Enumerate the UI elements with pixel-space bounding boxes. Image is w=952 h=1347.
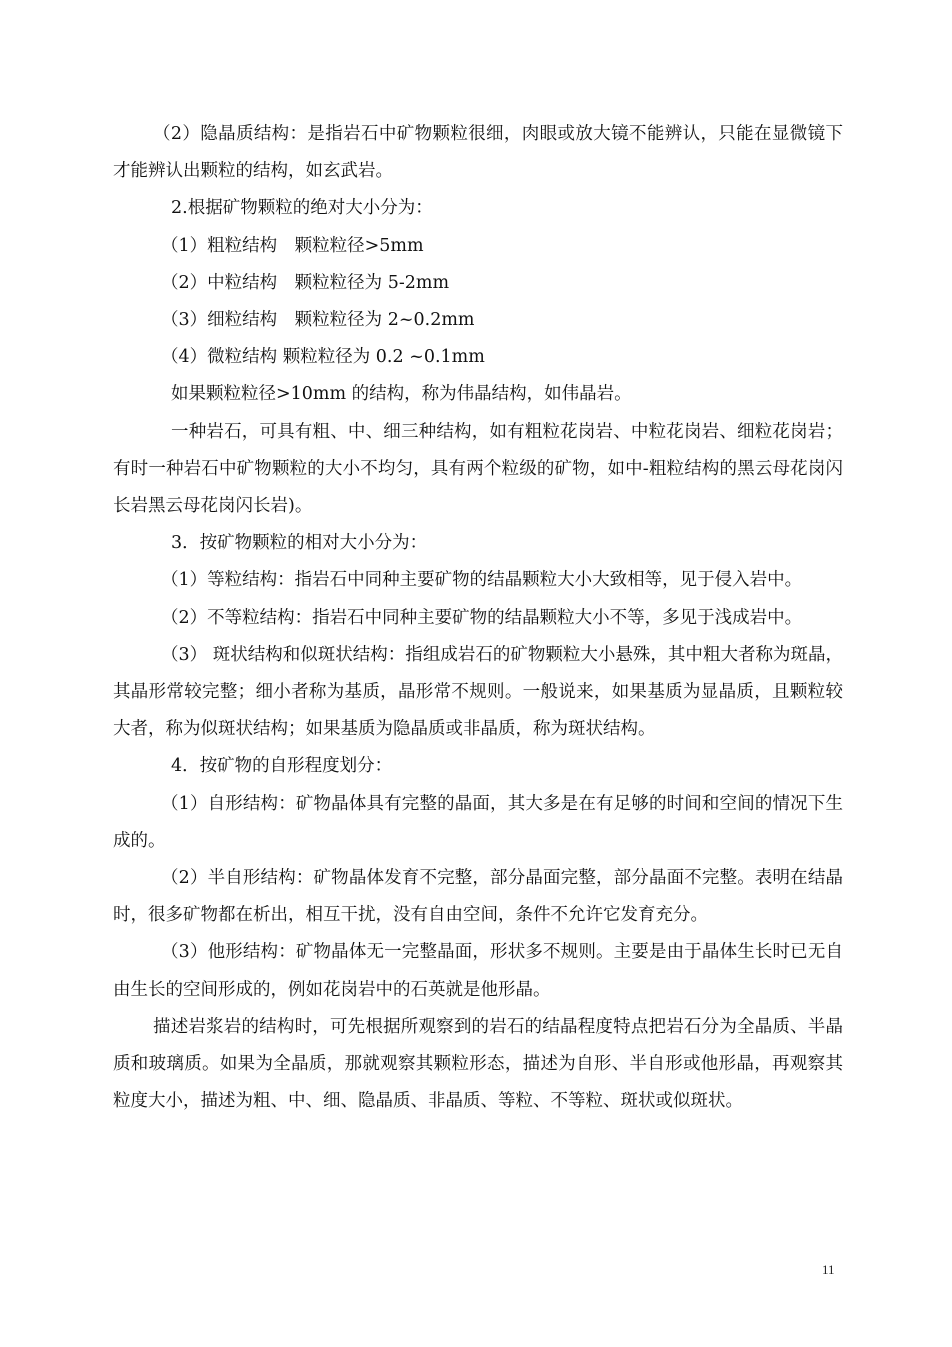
list-item-euhedral: （1）自形结构：矿物晶体具有完整的晶面，其大多是在有足够的时间和空间的情况下生成的。	[113, 793, 843, 851]
heading-idiomorphism: 4．按矿物的自形程度划分：	[171, 756, 393, 777]
paragraph-mixed-grain: 一种岩石，可具有粗、中、细三种结构，如有粗粒花岗岩、中粒花岗岩、细粒花岗岩；有时一种岩石中矿物颗粒的大小不均匀，具有两个粒级的矿物，如中-粗粒结构的黑云母花岗闪长岩黑云母花岗闪长岩)。	[113, 421, 843, 517]
list-item-medium: （2）中粒结构 颗粒粒径为 5-2mm	[161, 272, 450, 293]
list-item-anhedral: （3）他形结构：矿物晶体无一完整晶面，形状多不规则。主要是由于晶体生长时已无自由生长的空间形成的，例如花岗岩中的石英就是他形晶。	[113, 942, 843, 1000]
list-item-porphyritic: （3） 斑状结构和似斑状结构：指组成岩石的矿物颗粒大小悬殊，其中粗大者称为斑晶，其晶形常较完整；细小者称为基质，晶形常不规则。一般说来，如果基质为显晶质，且颗粒较大者，称为似斑状结构；如果基质为隐晶质或非晶质，称为斑状结构。	[113, 644, 843, 740]
list-item-coarse: （1）粗粒结构 颗粒粒径>5mm	[161, 235, 424, 256]
list-item-subhedral: （2）半自形结构：矿物晶体发育不完整，部分晶面完整，部分晶面不完整。表明在结晶时，很多矿物都在析出，相互干扰，没有自由空间，条件不允许它发育充分。	[113, 868, 843, 926]
paragraph-description-method: 描述岩浆岩的结构时，可先根据所观察到的岩石的结晶程度特点把岩石分为全晶质、半晶质和玻璃质。如果为全晶质，那就观察其颗粒形态，描述为自形、半自形或他形晶，再观察其粒度大小，描述为粗、中、细、隐晶质、非晶质、等粒、不等粒、斑状或似斑状。	[113, 1016, 843, 1112]
page-number: 11	[822, 1262, 835, 1277]
body-text	[113, 116, 843, 1120]
list-item-inequigranular: （2）不等粒结构：指岩石中同种主要矿物的结晶颗粒大小不等，多见于浅成岩中。	[161, 607, 803, 628]
list-item-fine: （3）细粒结构 颗粒粒径为 2~0.2mm	[161, 310, 475, 331]
list-item-equigranular: （1）等粒结构：指岩石中同种主要矿物的结晶颗粒大小大致相等，见于侵入岩中。	[161, 570, 803, 591]
list-item-micro: （4）微粒结构 颗粒粒径为 0.2 ~0.1mm	[161, 347, 485, 368]
paragraph-cryptocrystalline: （2）隐晶质结构：是指岩石中矿物颗粒很细，肉眼或放大镜不能辨认，只能在显微镜下才能辨认出颗粒的结构，如玄武岩。	[113, 124, 843, 182]
heading-relative-size: 3．按矿物颗粒的相对大小分为：	[171, 533, 428, 554]
heading-absolute-size: 2.根据矿物颗粒的绝对大小分为：	[171, 198, 433, 219]
paragraph-pegmatitic: 如果颗粒粒径>10mm 的结构，称为伟晶结构，如伟晶岩。	[171, 384, 632, 405]
